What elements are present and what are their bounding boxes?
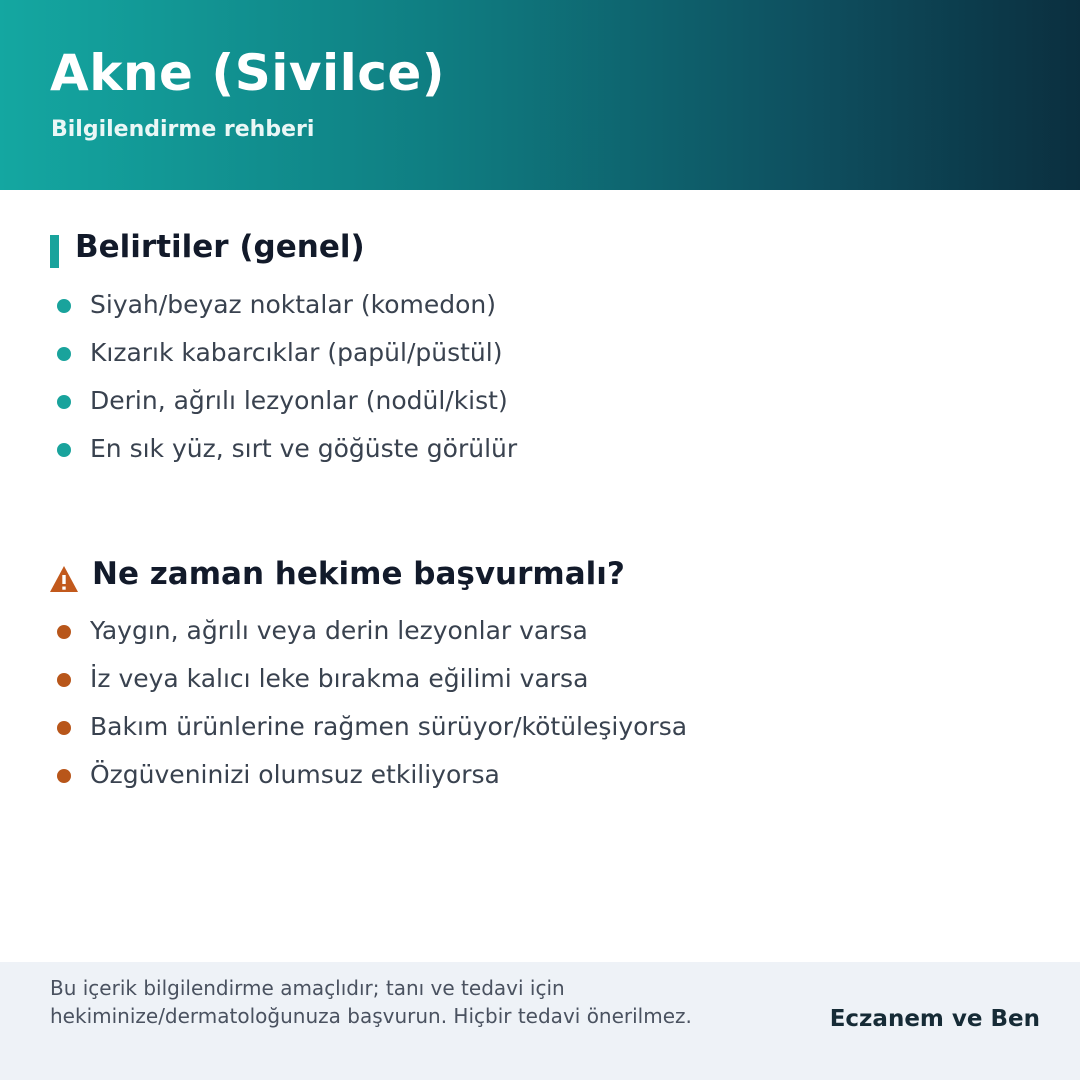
section-accent-bar (50, 235, 59, 268)
bullet-icon (57, 299, 71, 313)
list-item-text: Bakım ürünlerine rağmen sürüyor/kötüleşiyorsa (90, 712, 688, 741)
list-item (0, 707, 687, 755)
symptoms-heading: Belirtiler (genel) (75, 229, 365, 265)
page-subtitle: Bilgilendirme rehberi (51, 117, 315, 142)
list-item (0, 333, 517, 381)
disclaimer-text: Bu içerik bilgilendirme amaçlıdır; tanı ve tedavi için hekiminize/dermatoloğunuza başvurun. Hiçbir tedavi önerilmez. (50, 976, 692, 1028)
bullet-icon (57, 673, 71, 687)
list-item (0, 659, 687, 707)
bullet-icon (57, 347, 71, 361)
brand-name: Eczanem ve Ben (829, 1006, 1040, 1032)
list-item-text: Siyah/beyaz noktalar (komedon) (90, 290, 496, 319)
list-item (0, 429, 517, 477)
bullet-icon (57, 625, 71, 639)
warning-icon (49, 564, 79, 594)
bullet-icon (57, 443, 71, 457)
list-item (0, 611, 687, 659)
list-item (0, 285, 517, 333)
list-item-text: Kızarık kabarcıklar (papül/püstül) (90, 338, 503, 367)
list-item-text: Özgüveninizi olumsuz etkiliyorsa (90, 760, 500, 789)
list-item (0, 755, 687, 803)
list-item-text: En sık yüz, sırt ve göğüste görülür (90, 434, 518, 463)
doctor-list (0, 611, 687, 803)
list-item-text: İz veya kalıcı leke bırakma eğilimi varsa (90, 664, 589, 693)
bullet-icon (57, 395, 71, 409)
bullet-icon (57, 769, 71, 783)
list-item-text: Yaygın, ağrılı veya derin lezyonlar varsa (90, 616, 588, 645)
page-title: Akne (Sivilce) (50, 44, 446, 102)
doctor-heading: Ne zaman hekime başvurmalı? (92, 556, 625, 592)
symptoms-list (0, 285, 517, 477)
list-item (0, 381, 517, 429)
header-banner (0, 0, 1080, 190)
bullet-icon (57, 721, 71, 735)
list-item-text: Derin, ağrılı lezyonlar (nodül/kist) (90, 386, 508, 415)
